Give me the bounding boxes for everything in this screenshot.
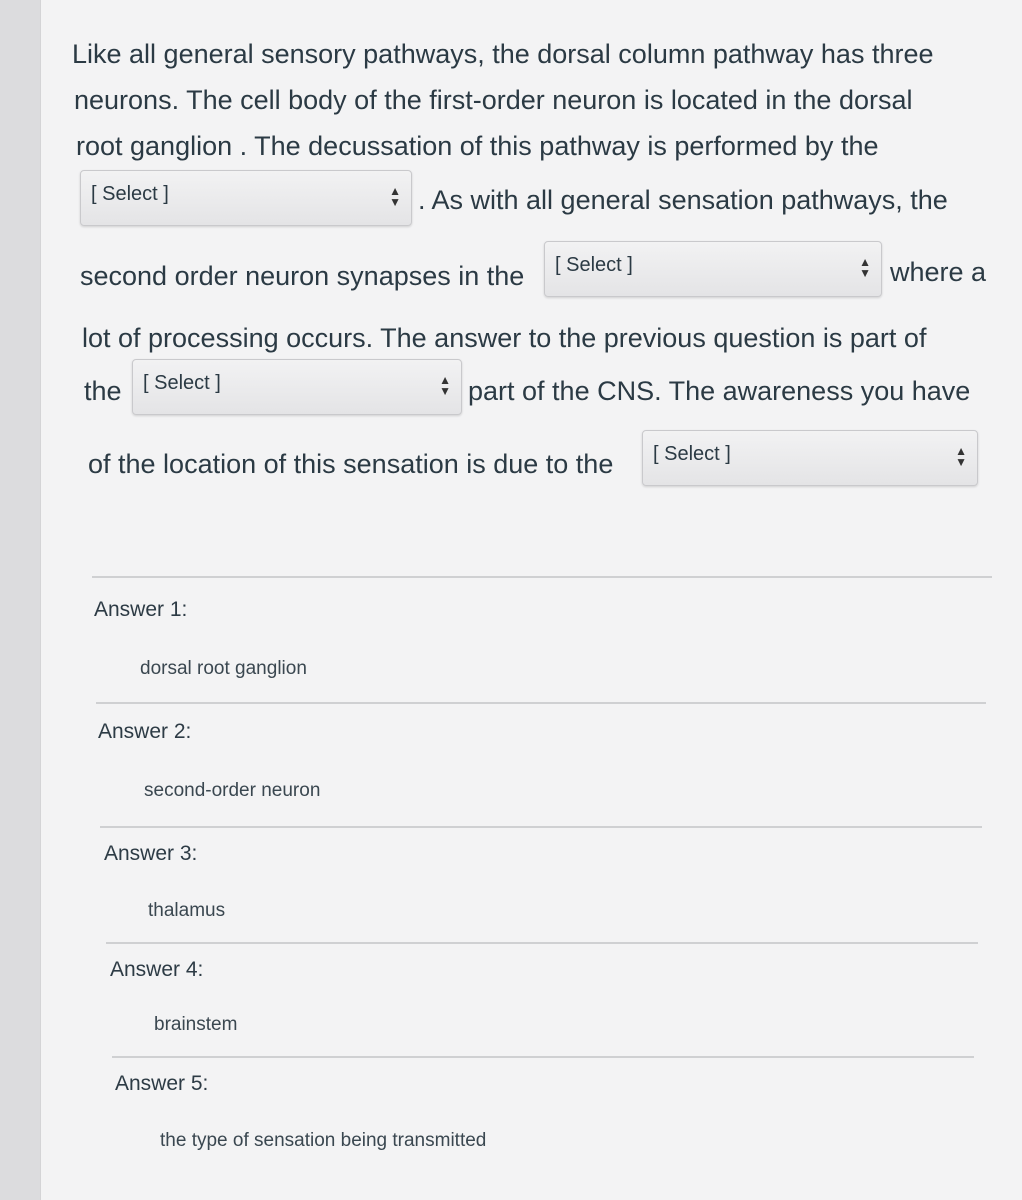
answer-divider xyxy=(106,942,978,944)
updown-arrow-icon: ▲ ▼ xyxy=(859,255,871,280)
select-dropdown-2[interactable] xyxy=(544,241,882,297)
answer-5-label: Answer 5: xyxy=(115,1072,209,1095)
answer-2-label: Answer 2: xyxy=(98,720,192,743)
select-1-label: [ Select ] xyxy=(91,183,169,205)
answer-4-label: Answer 4: xyxy=(110,958,204,981)
section-divider xyxy=(92,576,992,578)
question-line-7-text-before: the xyxy=(84,376,122,406)
left-margin-strip xyxy=(0,0,40,1200)
select-3-label: [ Select ] xyxy=(143,372,221,394)
question-line-5-text-before: second order neuron synapses in the xyxy=(80,261,525,291)
answer-5-value: the type of sensation being transmitted xyxy=(160,1130,487,1151)
select-4-label: [ Select ] xyxy=(653,443,731,465)
answer-2-value: second-order neuron xyxy=(144,780,321,801)
answer-4-value: brainstem xyxy=(154,1014,238,1035)
question-line-3: root ganglion . The decussation of this pathway is performed by the xyxy=(76,131,879,161)
question-line-8-text-before: of the location of this sensation is due to the xyxy=(88,449,614,479)
updown-arrow-icon: ▲ ▼ xyxy=(955,444,967,469)
answer-divider xyxy=(96,702,986,704)
answer-divider xyxy=(100,826,982,828)
updown-arrow-icon: ▲ ▼ xyxy=(439,373,451,398)
question-line-4-text: . As with all general sensation pathways, the xyxy=(418,185,948,215)
select-dropdown-1[interactable] xyxy=(80,170,412,226)
question-line-6: lot of processing occurs. The answer to the previous question is part of xyxy=(82,323,927,353)
select-dropdown-3[interactable] xyxy=(132,359,462,415)
question-line-5-text-after: where a xyxy=(890,257,987,287)
answer-1-value: dorsal root ganglion xyxy=(140,658,307,679)
answer-1-label: Answer 1: xyxy=(94,598,188,621)
answer-3-label: Answer 3: xyxy=(104,842,198,865)
answer-divider xyxy=(112,1056,974,1058)
select-2-label: [ Select ] xyxy=(555,254,633,276)
select-dropdown-4[interactable] xyxy=(642,430,978,486)
question-line-2: neurons. The cell body of the first-order neuron is located in the dorsal xyxy=(74,85,913,115)
question-line-1: Like all general sensory pathways, the dorsal column pathway has three xyxy=(72,39,934,69)
answer-3-value: thalamus xyxy=(148,900,226,921)
updown-arrow-icon: ▲ ▼ xyxy=(389,184,401,209)
question-line-7-text-after: part of the CNS. The awareness you have xyxy=(468,376,971,406)
